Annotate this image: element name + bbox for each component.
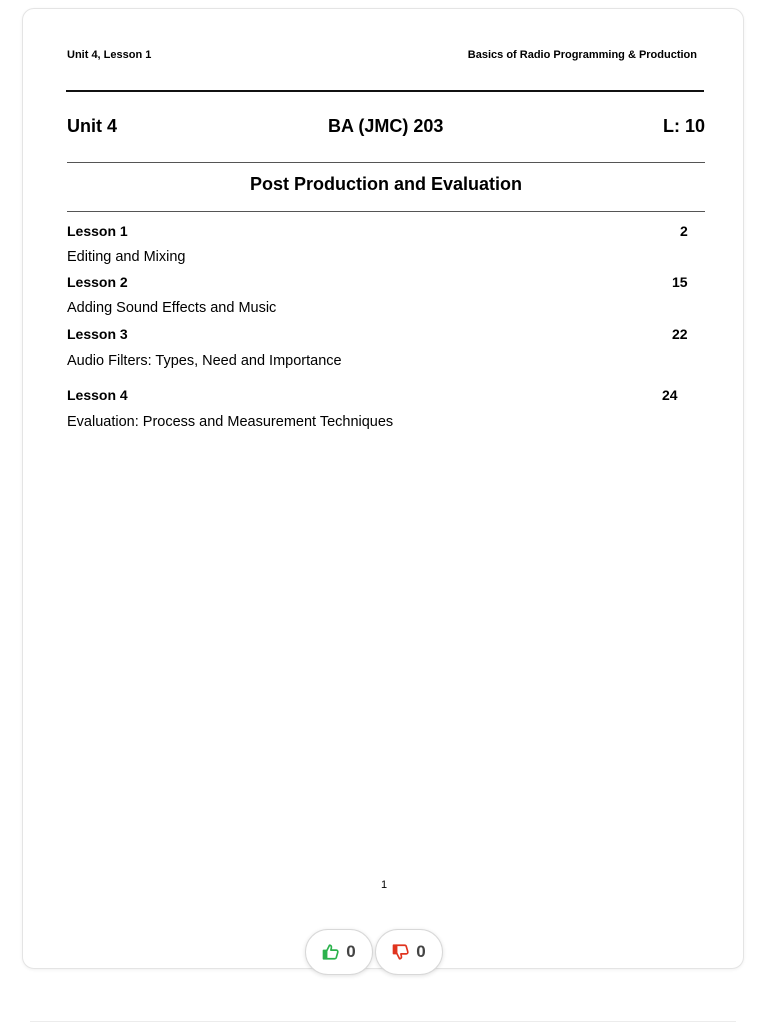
page-number: 1 bbox=[380, 879, 388, 891]
toc-lesson-3-label: Lesson 3 bbox=[67, 326, 128, 342]
downvote-button[interactable] bbox=[375, 929, 443, 975]
document-page bbox=[22, 8, 744, 969]
footer-divider bbox=[30, 1021, 736, 1022]
toc-lesson-1-title: Editing and Mixing bbox=[67, 249, 186, 265]
toc-lesson-2-page: 15 bbox=[672, 274, 688, 290]
toc-lesson-4-title: Evaluation: Process and Measurement Techniques bbox=[67, 414, 394, 430]
toc-lesson-4-page: 24 bbox=[662, 387, 678, 403]
upvote-count: 0 bbox=[346, 942, 356, 961]
downvote-count: 0 bbox=[416, 942, 426, 961]
toc-lesson-3-page: 22 bbox=[672, 326, 688, 342]
divider-top bbox=[67, 162, 705, 163]
unit-title: Post Production and Evaluation bbox=[249, 174, 523, 194]
running-header-right: Basics of Radio Programming & Production bbox=[467, 49, 697, 61]
vote-bar bbox=[305, 929, 445, 977]
thumbs-down-icon bbox=[392, 943, 410, 961]
divider-bottom bbox=[67, 211, 705, 212]
unit-info-row bbox=[67, 116, 705, 140]
toc-lesson-2-label: Lesson 2 bbox=[67, 274, 128, 290]
thumbs-up-icon bbox=[322, 943, 340, 961]
toc-lesson-2-title: Adding Sound Effects and Music bbox=[67, 300, 277, 316]
running-header-left: Unit 4, Lesson 1 bbox=[67, 49, 152, 61]
unit-label: Unit 4 bbox=[67, 116, 118, 136]
toc-lesson-1-label: Lesson 1 bbox=[67, 223, 128, 239]
course-code: BA (JMC) 203 bbox=[328, 116, 444, 136]
lecture-count: L: 10 bbox=[662, 116, 705, 136]
header-divider bbox=[66, 90, 704, 92]
toc-lesson-3-title: Audio Filters: Types, Need and Importance bbox=[67, 353, 342, 369]
toc-lesson-1-page: 2 bbox=[680, 223, 688, 239]
upvote-button[interactable] bbox=[305, 929, 373, 975]
toc-lesson-4-label: Lesson 4 bbox=[67, 387, 128, 403]
